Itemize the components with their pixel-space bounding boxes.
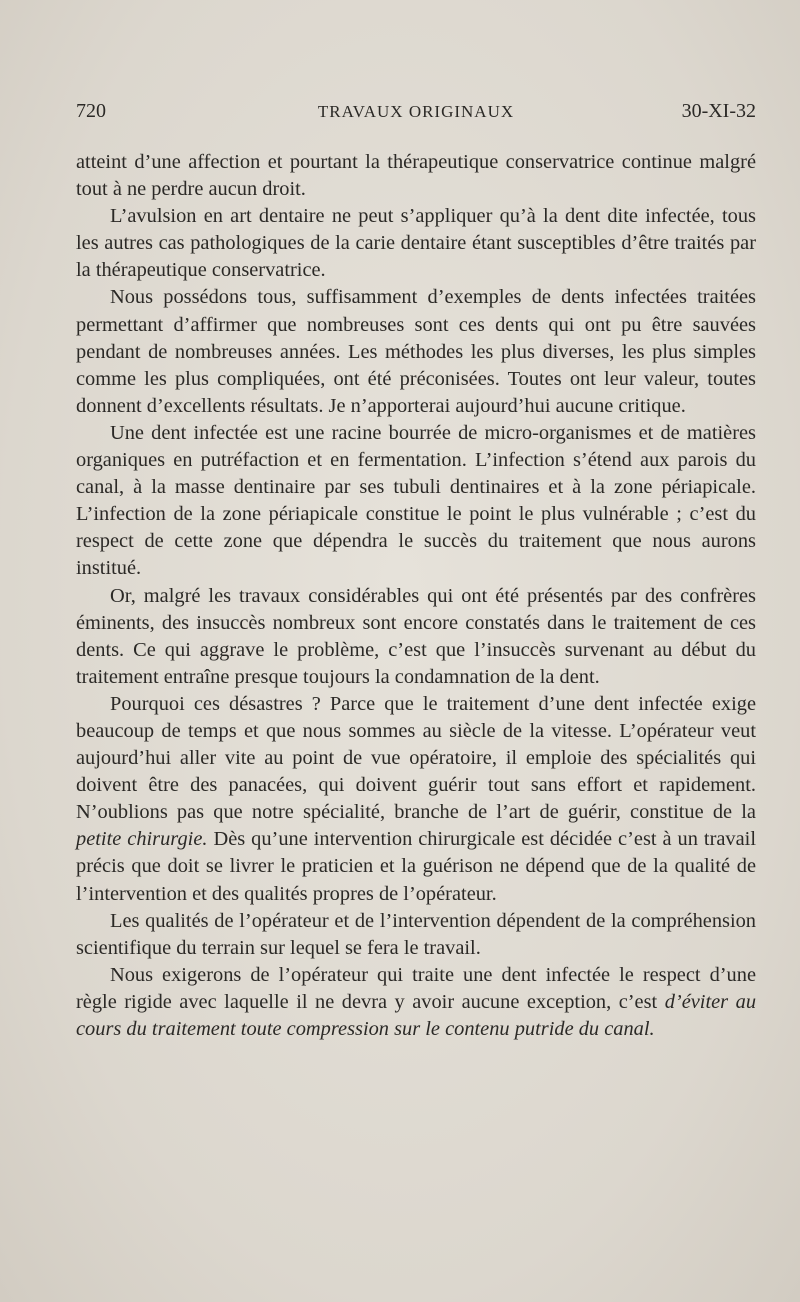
paragraph-8	[76, 962, 756, 1043]
paragraph-7: Les qualités de l’opérateur et de l’intervention dépendent de la compréhension scientifique du terrain sur lequel se fera le travail.	[76, 909, 756, 959]
page-number: 720	[76, 100, 106, 122]
paragraph-8-text-start: Nous exigerons de l’opérateur qui traite une dent infectée le respect d’une règle rigide avec laquelle il ne devra y avoir aucune exception, c’est	[76, 963, 756, 1013]
paragraph-3: Nous possédons tous, suffisamment d’exemples de dents infectées traitées permettant d’affirmer que nombreuses sont ces dents qui ont pu être sauvées pendant de nombreuses années. Les méthodes les plus diverses, les plus simples comme les plus compliquées, ont été préconisées. Toutes ont leur valeur, toutes donnent d’excellents résultats. Je n’apporterai aujourd’hui aucune critique.	[76, 286, 756, 417]
italic-phrase-petite-chirurgie: petite chirurgie.	[76, 828, 208, 851]
paragraph-2: L’avulsion en art dentaire ne peut s’appliquer qu’à la dent dite infectée, tous les autres cas pathologiques de la carie dentaire étant susceptibles d’être traités par la thérapeutique conservatrice.	[76, 205, 756, 282]
paragraph-6-text-start: Pourquoi ces désastres ? Parce que le traitement d’une dent infectée exige beaucoup de temps et que nous sommes au siècle de la vitesse. L’opérateur veut aujourd’hui aller vite au point de vue opératoire, il emploie des spécialités qui doivent être des panacées, qui doivent guérir tout sans effort et rapidement. N’oublions pas que notre spécialité, branche de l’art de guérir, constitue de la	[76, 692, 756, 824]
paragraph-5: Or, malgré les travaux considérables qui ont été présentés par des confrères éminents, des insuccès nombreux sont encore constatés dans le traitement de ces dents. Ce qui aggrave le problème, c’est que l’insuccès survenant au début du traitement entraîne presque toujours la condamnation de la dent.	[76, 584, 756, 688]
issue-date: 30-XI-32	[681, 100, 756, 122]
paragraph-1: atteint d’une affection et pourtant la thérapeutique conservatrice continue malgré tout à ne perdre aucun droit.	[76, 151, 756, 201]
body-text	[76, 149, 756, 1043]
paragraph-6	[76, 691, 756, 908]
paragraph-4: Une dent infectée est une racine bourrée de micro-organismes et de matières organiques en putréfaction et en fermentation. L’infection s’étend aux parois du canal, à la masse dentinaire par ses tubuli dentinaires et à la zone périapicale. L’infection de la zone périapicale constitue le point le plus vulnérable ; c’est du respect de cette zone que dépendra le succès du traitement que nous aurons institué.	[76, 421, 756, 580]
italic-rule-statement: d’éviter au cours du traitement toute compression sur le contenu putride du canal.	[76, 990, 757, 1040]
running-title: TRAVAUX ORIGINAUX	[317, 102, 515, 121]
paragraph-6-text-end: Dès qu’une intervention chirurgicale est décidée c’est à un travail précis que doit se livrer le praticien et la guérison ne dépend que de la qualité de l’intervention et des qualités propres de l’opérateur.	[76, 828, 756, 905]
running-header	[76, 100, 756, 130]
